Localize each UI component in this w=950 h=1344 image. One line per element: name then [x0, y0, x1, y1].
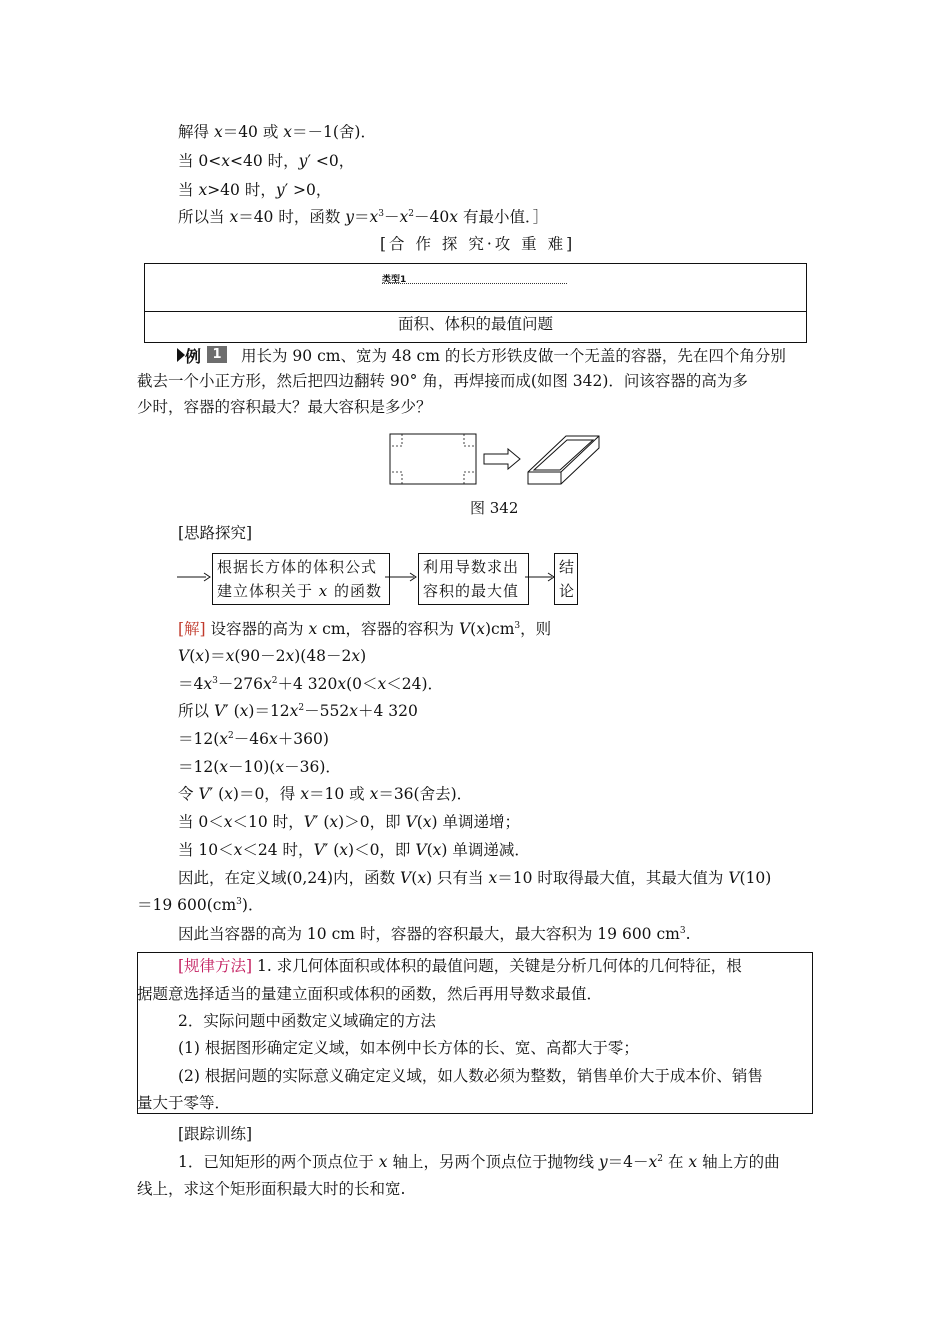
- solution-line: $=4x^3-276x^2+4$ 320x(0＜x＜24)．: [178, 675, 444, 693]
- training-question: 线上，求这个矩形面积最大时的长和宽.: [137, 1180, 406, 1198]
- solution-line: 当 10＜x＜24 时，V′ (x)＜0，即 V(x) 单调递减．: [178, 841, 530, 859]
- type-title: 面积、体积的最值问题: [397, 315, 553, 333]
- rules-line: 量大于零等．: [137, 1094, 231, 1112]
- training-label: [跟踪训练]: [178, 1125, 253, 1143]
- solution-line: 令 V′ (x)＝0，得 x＝10 或 x＝36(舍去)．: [178, 785, 473, 803]
- solution-line: 所以 V′ $(x)=12x^2-552x+4$ 320: [178, 702, 418, 720]
- training-question: 1．已知矩形的两个顶点位于 x 轴上，另两个顶点位于抛物线 $y=4-x^2$ 在 x 轴上方的曲: [178, 1153, 780, 1171]
- example-badge: [177, 346, 231, 366]
- example-line: 截去一个小正方形，然后把四边翻转 90° 角，再焊接而成(如图 342)．问该容器的高为多: [137, 372, 748, 390]
- rules-box: [137, 952, 813, 1114]
- solution-line: [解] 设容器的高为 x cm，容器的容积为 $V(x)cm^3$，则: [178, 620, 552, 638]
- text-line: 所以当 x＝40 时，函数 $y=x^3-x^2-40x$ 有最小值．］: [178, 208, 549, 226]
- example-number: 1: [207, 346, 227, 363]
- solution-line: ＝19 $600(cm^3)$．: [137, 896, 264, 914]
- example-line: 用长为 90 cm、宽为 48 cm 的长方形铁皮做一个无盖的容器，先在四个角分别: [241, 347, 786, 365]
- text-line: 当 x>40 时，y′ >0，: [178, 181, 332, 199]
- text-line: 解得 x＝40 或 x＝－1(舍)．: [178, 123, 376, 141]
- solution-tag: [解]: [178, 620, 206, 638]
- figure-caption: 图 342: [470, 499, 519, 517]
- rules-line: (2) 根据问题的实际意义确定定义域，如人数必须为整数，销售单价大于成本价、销售: [178, 1067, 763, 1085]
- figure-342: [388, 432, 603, 487]
- rules-line: (1) 根据图形确定定义域，如本例中长方体的长、宽、高都大于零；: [178, 1039, 639, 1057]
- section-header: [合 作 探 究·攻 重 难]: [380, 235, 576, 253]
- text-line: 当 0<x<40 时，y′ <0，: [178, 152, 355, 170]
- thinking-label: [思路探究]: [178, 524, 253, 542]
- solution-line: 因此，在定义域(0,24)内，函数 V(x) 只有当 x＝10 时取得最大值，其最大值为 V(10): [178, 869, 772, 887]
- divider: [145, 311, 806, 312]
- triangle-icon: [177, 348, 185, 362]
- solution-line: 当 0＜x＜10 时，V′ (x)＞0，即 V(x) 单调递增；: [178, 813, 520, 831]
- flow-arrow: [384, 570, 418, 584]
- flow-arrow: [524, 570, 558, 584]
- flow-lead-arrow: [176, 570, 212, 584]
- type-box: [144, 263, 807, 343]
- divider: [382, 283, 567, 284]
- flow-box-derivative: 利用导数求出 容积的最大值: [418, 553, 529, 605]
- solution-line: 因此当容器的高为 10 cm 时，容器的容积最大，最大容积为 19 600 $cm^3$.: [178, 925, 691, 943]
- rules-line: 据题意选择适当的量建立面积或体积的函数，然后再用导数求最值．: [137, 985, 603, 1003]
- rules-tag: [规律方法]: [178, 957, 253, 975]
- rules-line: 2．实际问题中函数定义域确定的方法: [178, 1012, 436, 1030]
- solution-line: ＝12(x－10)(x－36)．: [178, 758, 341, 776]
- flow-box-formula: 根据长方体的体积公式 建立体积关于 x 的函数: [212, 553, 390, 605]
- type-tag: 类型1: [382, 275, 407, 285]
- rules-line: [规律方法] 1. 求几何体面积或体积的最值问题，关键是分析几何体的几何特征，根: [178, 957, 742, 975]
- solution-line: $=12(x^2-46x+360)$: [178, 730, 329, 748]
- solution-line: V(x)＝x(90－2x)(48－2x): [178, 647, 367, 665]
- example-label: 例: [185, 347, 202, 366]
- example-line: 少时，容器的容积最大？最大容积是多少？: [137, 398, 432, 416]
- flow-box-conclusion: 结 论: [554, 553, 578, 605]
